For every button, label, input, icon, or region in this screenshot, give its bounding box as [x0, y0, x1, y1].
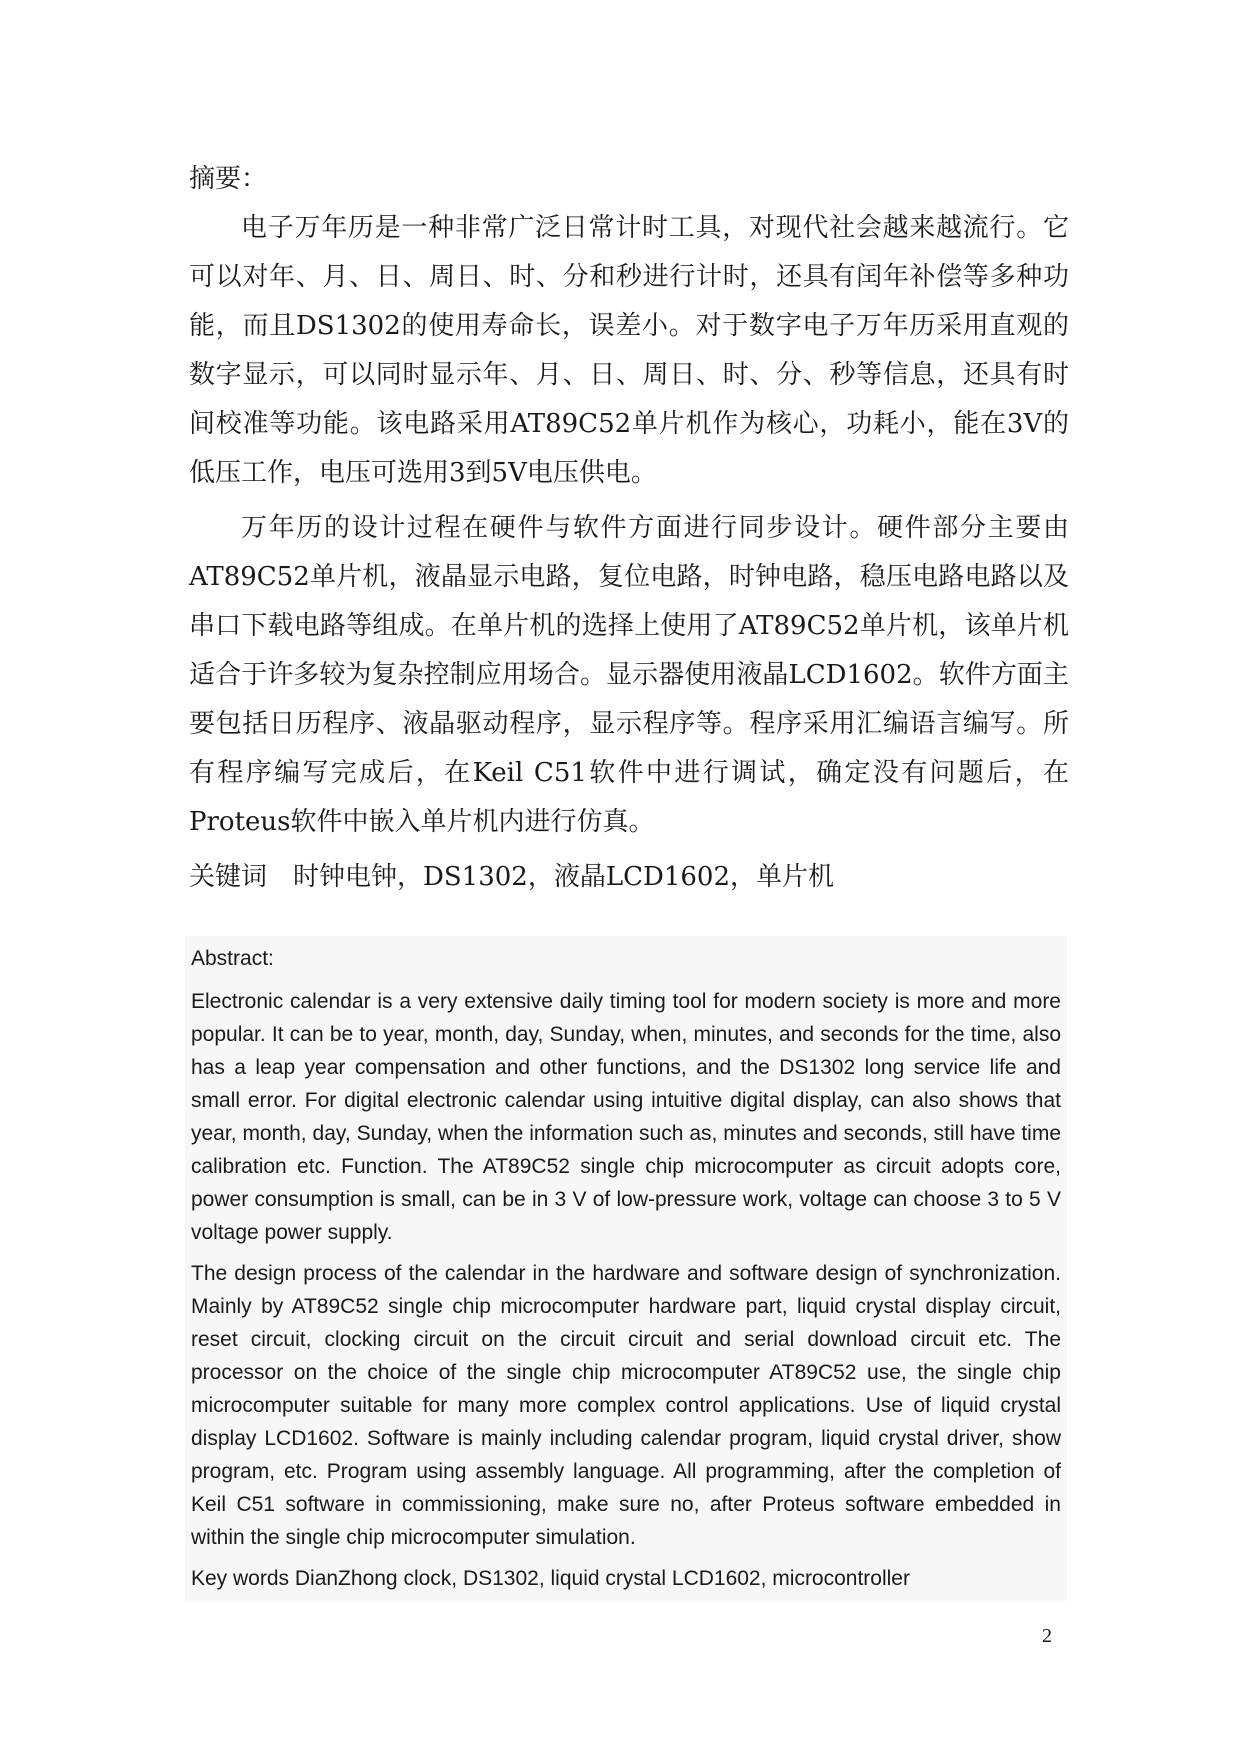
- english-abstract: [185, 936, 1067, 1601]
- english-abstract-paragraph-1: Electronic calendar is a very extensive daily timing tool for modern society is more and more popular. It can be to year, month, day, Sunday, when, minutes, and seconds for the time, also has a leap year compensation and other functions, and the DS1302 long service life and small error. For digital electronic calendar using intuitive digital display, can also shows that year, month, day, Sunday, when the information such as, minutes and seconds, still have time calibration etc. Function. The AT89C52 single chip microcomputer as circuit adopts core, power consumption is small, can be in 3 V of low-pressure work, voltage can choose 3 to 5 V voltage power supply.: [191, 990, 1061, 1244]
- page-number: 2: [1042, 1625, 1052, 1647]
- chinese-keywords: [189, 853, 1069, 902]
- english-abstract-title: Abstract:: [191, 947, 274, 970]
- chinese-abstract-title: 摘要：: [189, 164, 268, 194]
- chinese-keywords-text: 时钟电钟，DS1302，液晶LCD1602，单片机: [293, 862, 835, 892]
- chinese-abstract-paragraph-1: 电子万年历是一种非常广泛日常计时工具，对现代社会越来越流行。它可以对年、月、日、周日、时、分和秒进行计时，还具有闰年补偿等多种功能，而且DS1302的使用寿命长，误差小。对于数字电子万年历采用直观的数字显示，可以同时显示年、月、日、周日、时、分、秒等信息，还具有时间校准等功能。该电路采用AT89C52单片机作为核心，功耗小，能在3V的低压工作，电压可选用3到5V电压供电。: [189, 213, 1069, 488]
- english-abstract-paragraph-2: The design process of the calendar in the hardware and software design of synchronization. Mainly by AT89C52 single chip microcomputer hardware part, liquid crystal display circuit, reset circuit, clocking circuit on the circuit circuit and serial download circuit etc. The processor on the choice of the single chip microcomputer AT89C52 use, the single chip microcomputer suitable for many more complex control applications. Use of liquid crystal display LCD1602. Software is mainly including calendar program, liquid crystal driver, show program, etc. Program using assembly language. All programming, after the completion of Keil C51 software in commissioning, make sure no, after Proteus software embedded in within the single chip microcomputer simulation.: [191, 1262, 1061, 1549]
- chinese-abstract: [189, 155, 1069, 902]
- english-keywords: Key words DianZhong clock, DS1302, liquid crystal LCD1602, microcontroller: [191, 1567, 910, 1590]
- chinese-keywords-label: 关键词: [189, 862, 268, 892]
- chinese-abstract-paragraph-2: 万年历的设计过程在硬件与软件方面进行同步设计。硬件部分主要由AT89C52单片机，液晶显示电路，复位电路，时钟电路，稳压电路电路以及串口下载电路等组成。在单片机的选择上使用了AT89C52单片机，该单片机适合于许多较为复杂控制应用场合。显示器使用液晶LCD1602。软件方面主要包括日历程序、液晶驱动程序，显示程序等。程序采用汇编语言编写。所有程序编写完成后，在Keil C51软件中进行调试，确定没有问题后，在Proteus软件中嵌入单片机内进行仿真。: [189, 513, 1069, 837]
